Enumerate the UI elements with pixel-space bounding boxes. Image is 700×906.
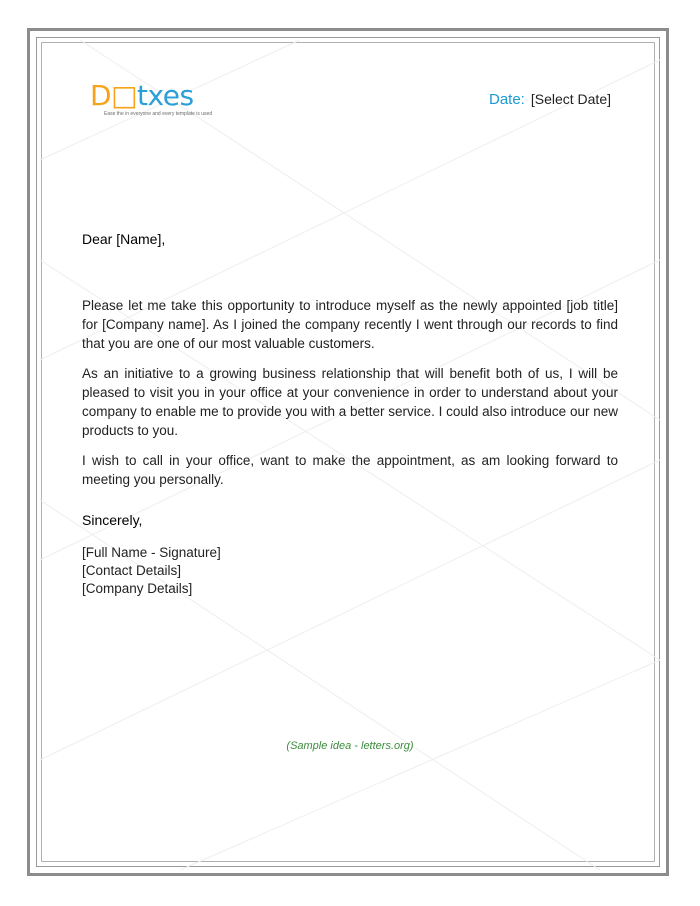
date-line: [489, 91, 611, 108]
logo-wordmark: D□txes: [90, 79, 194, 112]
signature-contact: [Contact Details]: [82, 563, 182, 578]
salutation: Dear [Name],: [82, 231, 166, 247]
date-field[interactable]: [Select Date]: [530, 91, 611, 107]
signature-company: [Company Details]: [82, 581, 193, 596]
paragraph-3: I wish to call in your office, want to make the appointment, as am looking forward to meeting you personally.: [82, 453, 618, 487]
paragraph-2: As an initiative to a growing business relationship that will benefit both of us, I will be pleased to visit you in your office at your convenience in order to understand about your company to enable me to provide you with a better service. I could also introduce our new products to you.: [82, 366, 618, 438]
date-label: Date:: [488, 91, 525, 108]
sample-note: (Sample idea - letters.org): [286, 740, 414, 752]
closing: Sincerely,: [82, 512, 143, 528]
signature-block: [82, 544, 221, 598]
paragraph-1: Please let me take this opportunity to introduce myself as the newly appointed [job title] for [Company name]. As I joined the company recently I went through our records to find that you are one of our most valuable customers.: [82, 298, 618, 351]
company-logo: [90, 79, 213, 117]
logo-tagline: Ease the in everyone and every template is used: [104, 111, 213, 117]
signature-name: [Full Name - Signature]: [82, 545, 221, 560]
letter-body: [82, 296, 618, 500]
